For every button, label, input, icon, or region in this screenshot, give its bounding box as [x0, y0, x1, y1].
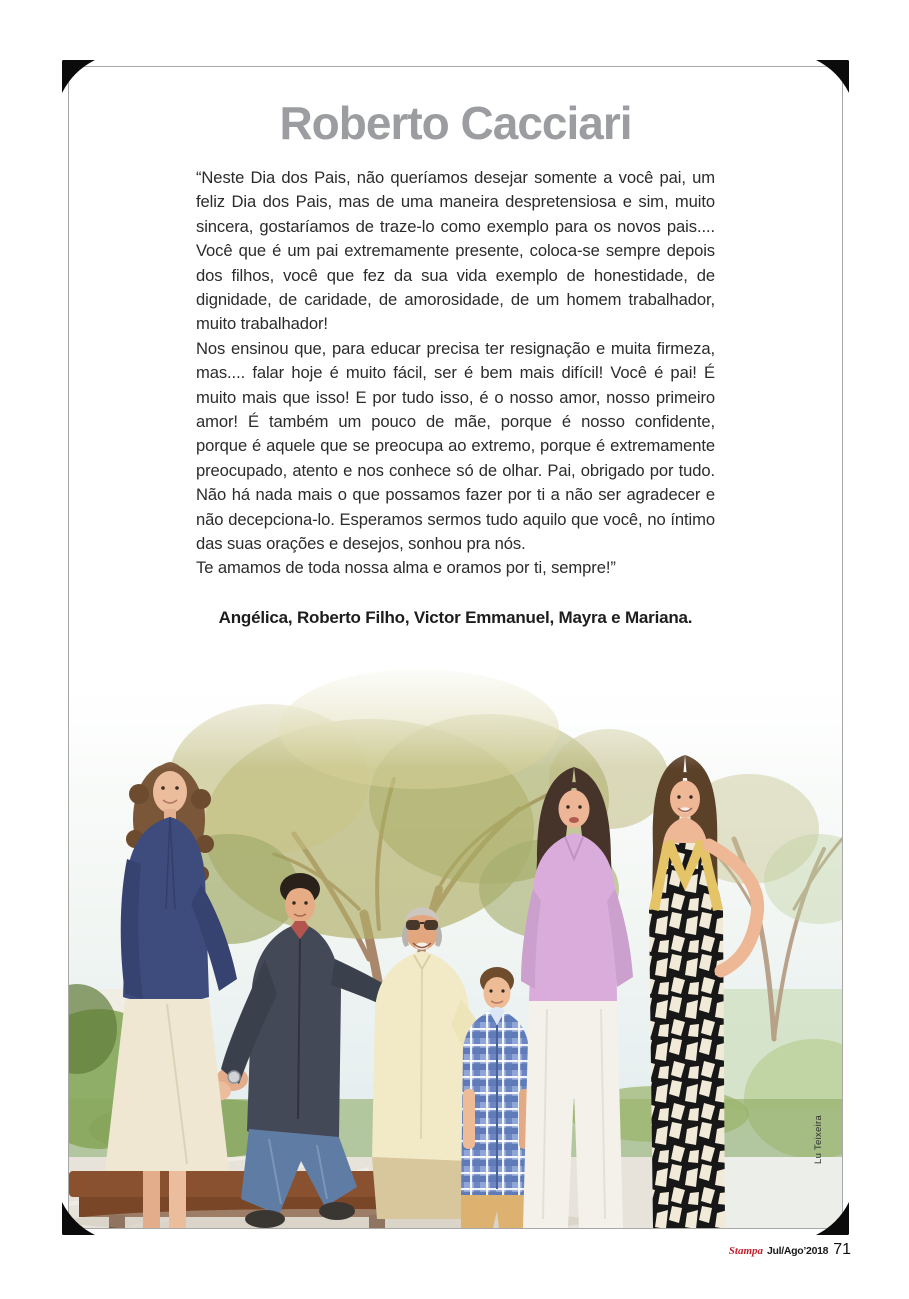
page-frame	[68, 66, 843, 1229]
page-number: 71	[833, 1241, 851, 1258]
article-body	[196, 166, 715, 581]
photo-corner-icon	[816, 1202, 849, 1235]
signature-line: Angélica, Roberto Filho, Victor Emmanuel, Mayra e Mariana.	[218, 607, 693, 627]
article-paragraph: Nos ensinou que, para educar precisa ter resignação e muita firmeza, mas.... falar hoje é muito fácil, ser é bem mais difícil! Você é pai! É muito mais que isso! E por tudo isso, é o nosso amor, nosso primeiro amor! É também um pouco de mãe, porque é nosso confidente, porque é aquele que se preocupa ao extremo, porque é extremamente preocupado, atento e nos conhece só de olhar. Pai, obrigado por tudo. Não há nada mais o que possamos fazer por ti a não ser agradecer e não decepciona-lo. Esperamos sermos tudo aquilo que você, no íntimo das suas orações e desejos, sonhou pra nós.	[196, 338, 715, 553]
page-title: Roberto Cacciari	[279, 97, 632, 149]
family-photo	[69, 659, 842, 1228]
issue-date: Jul/Ago’2018	[767, 1245, 829, 1257]
photo-corner-icon	[62, 1202, 95, 1235]
article-paragraph: “Neste Dia dos Pais, não queríamos desejar somente a você pai, um feliz Dia dos Pais, mas de uma maneira despretensiosa e sim, muito sincera, gostaríamos de traze-lo como exemplo para os novos pais.... Você que é um pai extremamente presente, coloca-se sempre depois dos filhos, você que fez da sua vida exemplo de honestidade, de dignidade, de caridade, de amorosidade, de um homem trabalhador, muito trabalhador!	[196, 167, 715, 334]
page-footer	[0, 1241, 851, 1259]
photo-credit: Lu Teixeira	[813, 1114, 824, 1164]
photo-corner-icon	[816, 60, 849, 93]
article-paragraph: Te amamos de toda nossa alma e oramos por ti, sempre!”	[196, 558, 616, 578]
photo-corner-icon	[62, 60, 95, 93]
family-photo-illustration	[69, 659, 842, 1228]
magazine-name: Stampa	[728, 1245, 764, 1257]
